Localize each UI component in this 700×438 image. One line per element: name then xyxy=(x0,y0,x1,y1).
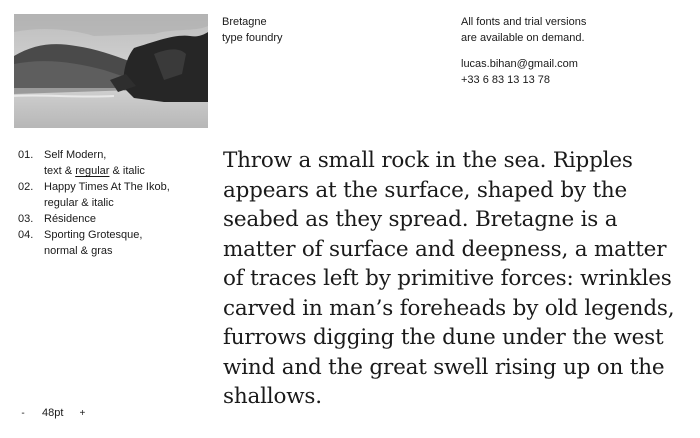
availability-line-2: are available on demand. xyxy=(461,32,585,44)
font-item-happy-times: 02. Happy Times At The Ikob, regular & italic xyxy=(18,181,170,209)
variant-normal[interactable]: normal xyxy=(44,245,78,257)
variant-regular[interactable]: regular xyxy=(44,197,79,209)
foundry-subtitle: type foundry xyxy=(222,32,283,44)
availability-note xyxy=(461,14,691,46)
variant-italic[interactable]: italic xyxy=(91,197,114,209)
foundry-info xyxy=(222,14,422,46)
font-list xyxy=(18,147,208,259)
coast-photo-image xyxy=(14,14,208,128)
font-item-self-modern: 01. Self Modern, text & regular & italic xyxy=(18,149,145,177)
increase-size-button[interactable]: + xyxy=(77,408,87,419)
specimen-text[interactable]: Throw a small rock in the sea. Ripples appears at the surface, shaped by the seabed as they spread. Bretagne is a matter of surface and deepness, a matter of traces left by primitive forces: wrinkles carved in man’s foreheads by old legends, furrows digging the dune under the west wind and the great swell rising up on the shallows. xyxy=(223,148,675,409)
variant-italic[interactable]: italic xyxy=(122,165,145,177)
font-item-residence xyxy=(18,211,208,227)
font-name-happy-times[interactable]: Happy Times At The Ikob, xyxy=(44,181,170,193)
variant-text[interactable]: text xyxy=(44,165,62,177)
contact-email[interactable]: lucas.bihan@gmail.com xyxy=(461,58,578,70)
contact-info xyxy=(461,56,691,88)
decrease-size-button[interactable]: - xyxy=(18,408,28,419)
font-size-control xyxy=(18,405,87,421)
font-item-sporting-grotesque: 04. Sporting Grotesque, normal & gras xyxy=(18,229,143,257)
hero-photo xyxy=(14,14,208,128)
font-name-sporting-grotesque[interactable]: Sporting Grotesque, xyxy=(44,229,143,241)
variant-gras[interactable]: gras xyxy=(91,245,113,257)
font-number: 03. xyxy=(18,213,34,225)
foundry-name: Bretagne xyxy=(222,16,267,28)
font-size-value: 48pt xyxy=(42,407,64,419)
font-name-self-modern[interactable]: Self Modern, xyxy=(44,149,107,161)
variant-regular-active[interactable]: regular xyxy=(75,165,110,177)
font-number: 01. xyxy=(18,149,34,161)
font-number: 02. xyxy=(18,181,34,193)
availability-line-1: All fonts and trial versions xyxy=(461,16,587,28)
font-name-residence[interactable]: Résidence xyxy=(44,213,96,225)
font-number: 04. xyxy=(18,229,34,241)
contact-phone[interactable]: +33 6 83 13 13 78 xyxy=(461,74,550,86)
